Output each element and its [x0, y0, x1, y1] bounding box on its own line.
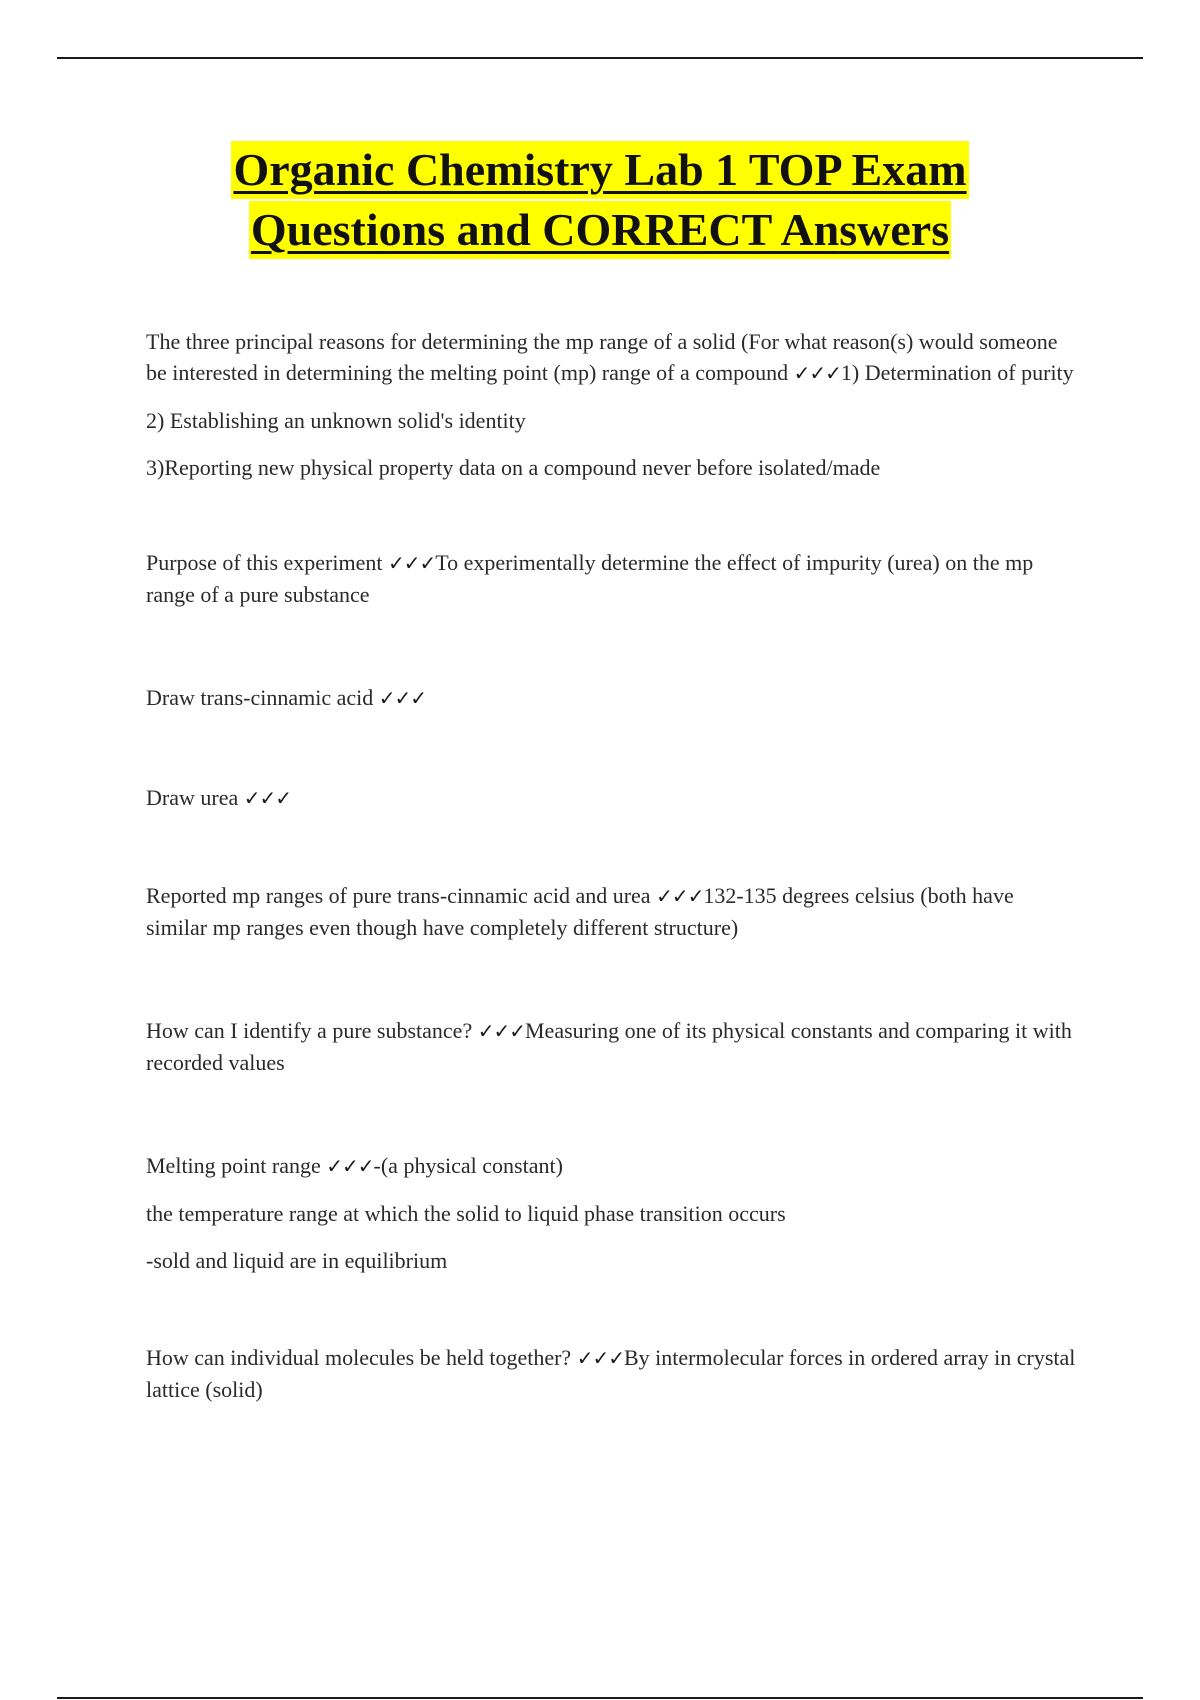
question-text: Melting point range — [146, 1153, 321, 1178]
question-text: How can I identify a pure substance? — [146, 1018, 473, 1043]
check-mark-icon: ✓✓✓ — [656, 884, 704, 908]
qa-paragraph — [146, 1342, 1076, 1405]
answer-line: the temperature range at which the solid to liquid phase transition occurs — [146, 1201, 786, 1226]
check-mark-icon: ✓✓✓ — [326, 1154, 374, 1178]
qa-paragraph — [146, 547, 1076, 610]
qa-paragraph — [146, 326, 1076, 389]
qa-item — [146, 1342, 1076, 1405]
check-mark-icon: ✓✓✓ — [378, 686, 427, 710]
answer-text: 1) Determination of purity — [840, 360, 1074, 385]
check-mark-icon: ✓✓✓ — [387, 551, 436, 575]
top-rule — [57, 57, 1143, 59]
check-mark-icon: ✓✓✓ — [477, 1019, 525, 1043]
qa-item — [146, 1150, 1076, 1276]
qa-item — [146, 880, 1076, 943]
qa-list — [146, 326, 1076, 1421]
answer-text: 132-135 degrees celsius (both have similar mp ranges even though have completely different structure) — [146, 883, 1014, 940]
answer-line: 3)Reporting new physical property data on a compound never before isolated/made — [146, 455, 881, 480]
check-mark-icon: ✓✓✓ — [793, 361, 841, 385]
answer-line: 2) Establishing an unknown solid's identity — [146, 408, 526, 433]
qa-paragraph — [146, 1015, 1076, 1078]
question-text: The three principal reasons for determining the mp range of a solid (For what reason(s) would someone be interested in determining the melting point (mp) range of a compound — [146, 329, 1058, 385]
qa-item — [146, 682, 1076, 714]
qa-paragraph — [146, 782, 1076, 814]
qa-paragraph — [146, 880, 1076, 943]
question-text: Draw urea — [146, 785, 239, 810]
qa-item — [146, 1015, 1076, 1078]
qa-item — [146, 547, 1076, 610]
question-text: How can individual molecules be held together? — [146, 1345, 572, 1370]
qa-paragraph — [146, 682, 1076, 714]
document-title — [0, 140, 1200, 260]
qa-item — [146, 782, 1076, 814]
qa-item — [146, 326, 1076, 483]
question-text: Reported mp ranges of pure trans-cinnamic acid and urea — [146, 883, 651, 908]
answer-text: Measuring one of its physical constants and comparing it with recorded values — [146, 1018, 1072, 1075]
question-text: Purpose of this experiment — [146, 550, 383, 575]
answer-text: By intermolecular forces in ordered array in crystal lattice (solid) — [146, 1345, 1076, 1402]
bottom-rule — [57, 1697, 1143, 1699]
answer-line: -sold and liquid are in equilibrium — [146, 1248, 448, 1273]
check-mark-icon: ✓✓✓ — [243, 786, 292, 810]
answer-text: To experimentally determine the effect of impurity (urea) on the mp range of a pure substance — [146, 550, 1034, 607]
qa-paragraph — [146, 1150, 1076, 1182]
check-mark-icon: ✓✓✓ — [576, 1346, 624, 1370]
title-line-2: Questions and CORRECT Answers — [249, 201, 951, 259]
title-line-1: Organic Chemistry Lab 1 TOP Exam — [231, 141, 968, 199]
answer-text: -(a physical constant) — [373, 1153, 563, 1178]
question-text: Draw trans-cinnamic acid — [146, 685, 374, 710]
